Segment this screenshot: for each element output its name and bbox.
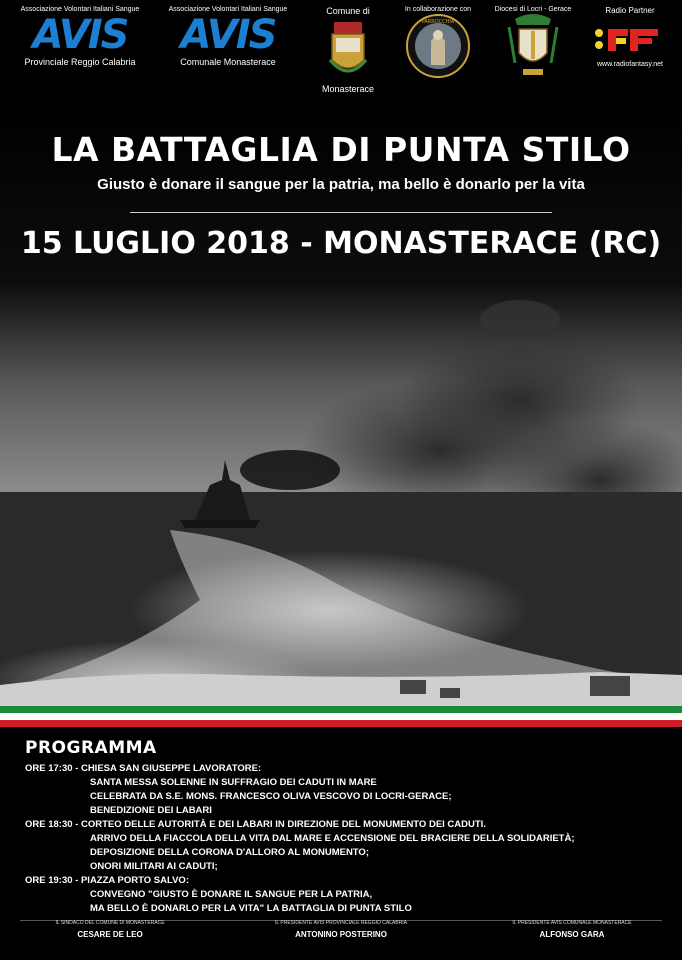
title-divider (130, 212, 552, 213)
avis-comunale-wordmark: AVIS (180, 12, 276, 58)
avis-provinciale-top: Associazione Volontari Italiani Sangue (20, 6, 140, 13)
event-date: 15 LUGLIO 2018 - MONASTERACE (RC) (20, 226, 662, 261)
programma-line: ONORI MILITARI AI CADUTI; (90, 861, 218, 872)
programma-line: ORE 19:30 - PIAZZA PORTO SALVO: (25, 875, 189, 886)
comune-logo (308, 6, 388, 94)
signature-role: IL PRESIDENTE AVIS PROVINCIALE REGGIO CALABRIA (275, 920, 407, 926)
avis-comunale-logo (158, 6, 298, 67)
comune-bottom: Monasterace (321, 84, 375, 94)
avis-provinciale-bottom: Provinciale Reggio Calabria (24, 57, 136, 67)
programma-line: CELEBRATA DA S.E. MONS. FRANCESCO OLIVA VESCOVO DI LOCRI-GERACE; (90, 791, 452, 802)
signature-sindaco (10, 920, 210, 939)
programma-line: ORE 18:30 - CORTEO DELLE AUTORITÀ E DEI LABARI IN DIREZIONE DEL MONUMENTO DEI CADUTI. (25, 819, 486, 830)
signature-presidente-comunale (472, 920, 672, 939)
programma-line: ARRIVO DELLA FIACCOLA DELLA VITA DAL MARE E ACCENSIONE DEL BRACIERE DELLA SOLIDARIETÀ; (90, 833, 575, 844)
flag-green (0, 706, 682, 713)
page-title: LA BATTAGLIA DI PUNTA STILO (51, 130, 631, 169)
radio-logo (588, 6, 672, 68)
radio-url: www.radiofantasy.net (596, 61, 663, 68)
avis-provinciale-wordmark: AVIS (32, 12, 128, 58)
parrocchia-top: In collaborazione con (404, 6, 472, 13)
avis-provinciale-logo (10, 6, 150, 67)
header-logos (0, 0, 682, 110)
flag-white (0, 713, 682, 720)
parrocchia-seal-text: PARROCCHIA (421, 19, 455, 25)
battleship-photo (0, 280, 682, 706)
programma-line: DEPOSIZIONE DELLA CORONA D'ALLORO AL MONUMENTO; (90, 847, 369, 858)
programma-line: MA BELLO È DONARLO PER LA VITA" LA BATTAGLIA DI PUNTA STILO (90, 903, 412, 914)
radio-top: Radio Partner (605, 6, 655, 15)
radio-fantasy-icon (592, 23, 668, 57)
signature-name: ALFONSO GARA (539, 930, 605, 939)
comune-top: Comune di (326, 6, 370, 16)
avis-comunale-bottom: Comunale Monasterace (180, 57, 276, 67)
signature-role: IL PRESIDENTE AVIS COMUNALE MONASTERACE (512, 920, 632, 926)
programma-line: BENEDIZIONE DEI LABARI (90, 805, 212, 816)
programma-title: PROGRAMMA (25, 738, 157, 758)
signature-role: IL SINDACO DEL COMUNE DI MONASTERACE (55, 920, 165, 926)
programma-line: CONVEGNO "GIUSTO È DONARE IL SANGUE PER LA PATRIA, (90, 889, 373, 900)
parish-seal-icon (405, 13, 471, 79)
title-block (0, 110, 682, 280)
programma-section (0, 728, 682, 960)
programma-line: ORE 17:30 - CHIESA SAN GIUSEPPE LAVORATORE: (25, 763, 262, 774)
flag-red (0, 720, 682, 727)
page-subtitle: Giusto è donare il sangue per la patria, ma bello è donarlo per la vita (97, 176, 585, 193)
avis-comunale-top: Associazione Volontari Italiani Sangue (168, 6, 288, 13)
signature-name: ANTONINO POSTERINO (295, 930, 387, 939)
signature-name: CESARE DE LEO (77, 930, 143, 939)
diocesi-logo (488, 6, 578, 85)
programma-line: SANTA MESSA SOLENNE IN SUFFRAGIO DEI CADUTI IN MARE (90, 777, 377, 788)
italian-flag-stripe (0, 706, 682, 728)
diocese-crest-icon (505, 13, 561, 81)
coat-of-arms-icon (326, 16, 370, 80)
signature-presidente-provinciale (241, 920, 441, 939)
parrocchia-logo (398, 6, 478, 83)
diocesi-top: Diocesi di Locri - Gerace (494, 6, 572, 13)
